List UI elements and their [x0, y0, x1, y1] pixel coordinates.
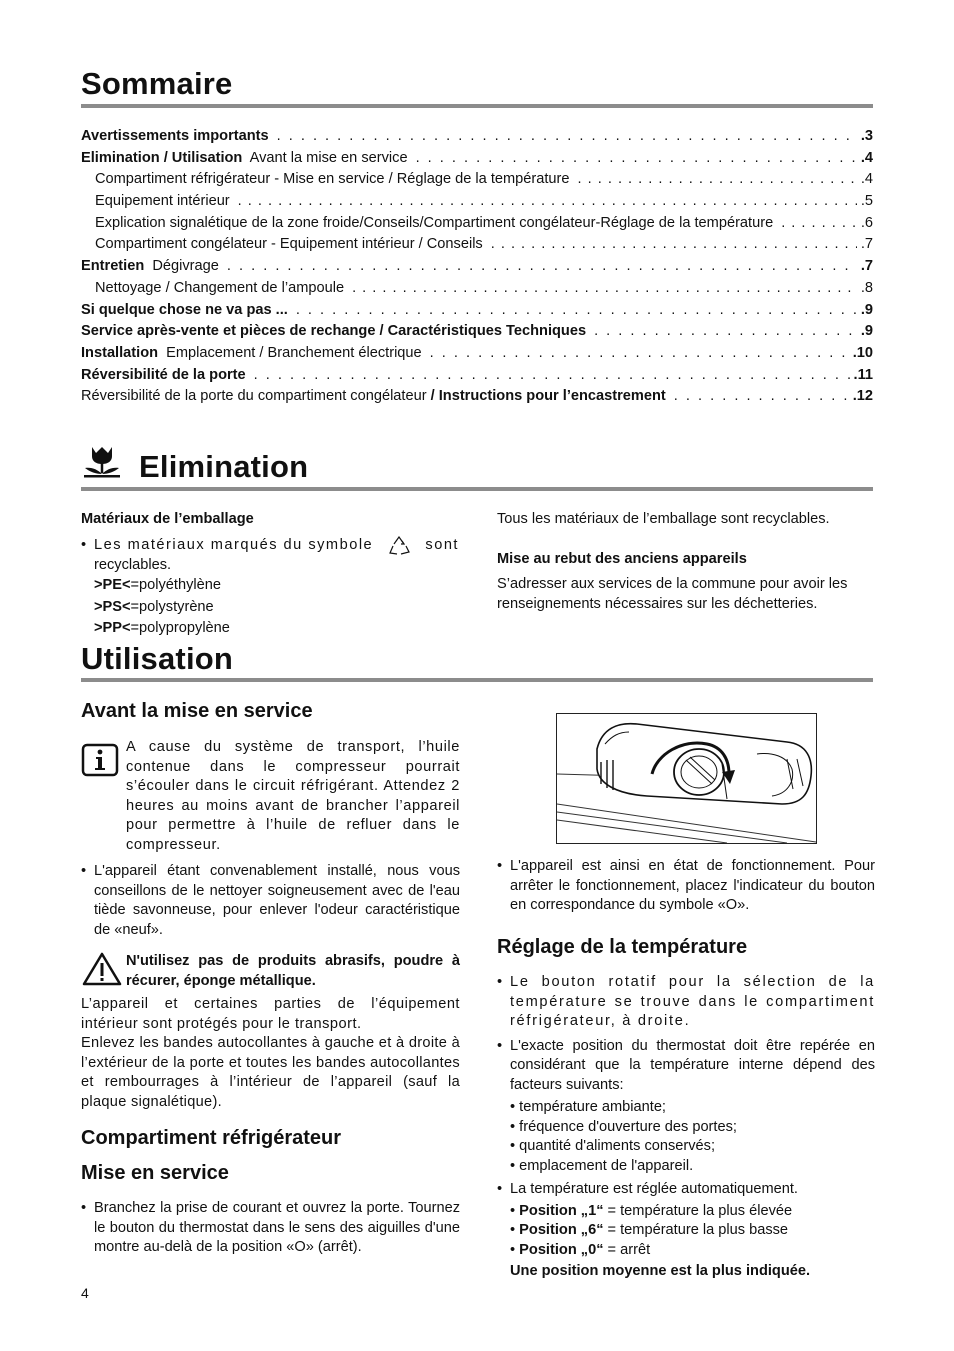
- avant-heading: Avant la mise en service: [81, 700, 313, 722]
- sommaire-rule: [81, 104, 873, 108]
- recyclable-text-a: • Les matériaux marqués du symbole: [94, 536, 374, 553]
- toc-entry-label: Si quelque chose ne va pas ...: [81, 301, 288, 318]
- elimination-rule: [81, 487, 873, 491]
- toc-page-number: .11: [853, 366, 873, 383]
- clean-bullet: • L'appareil étant convenablement installé, nous vous conseillons de le nettoyer soigneusement avec de l'eau tiède savonneuse, pour enlever l'odeur caractéristique de «neuf».: [81, 862, 460, 940]
- elimination-left-column: [81, 510, 459, 640]
- toc-entry-label: Réversibilité de la porte: [81, 366, 246, 383]
- toc-leader-dots: [594, 321, 857, 342]
- toc-leader-dots: [277, 126, 857, 147]
- material-codes: [94, 575, 459, 640]
- toc-leader-dots: [296, 300, 857, 321]
- knob-bullet: [497, 973, 875, 1032]
- toc-row: [81, 321, 873, 343]
- recyclable-bullet: [81, 536, 459, 640]
- toc-page-number: .10: [852, 344, 873, 361]
- info-icon: [81, 743, 121, 777]
- toc-row: [81, 234, 873, 256]
- toc-entry-label: Entretien Dégivrage: [81, 258, 219, 275]
- toc-leader-dots: [430, 343, 849, 364]
- toc-entry-label: Nettoyage / Changement de l’ampoule: [95, 279, 345, 296]
- clean-bullet-wrap: [81, 862, 460, 940]
- exact-bullet: • L'exacte position du thermostat doit être repérée en considérant que la température interne dépend des facteurs suivants:: [497, 1037, 875, 1096]
- toc-entry-label: Service après-vente et pièces de rechange / Caractéristiques Techniques: [81, 323, 587, 340]
- packaging-heading: Matériaux de l’emballage: [81, 511, 254, 527]
- toc-leader-dots: [781, 213, 857, 234]
- toc-leader-dots: [491, 234, 857, 255]
- recycle-icon: [388, 536, 410, 556]
- thermostat-illustration: [556, 713, 817, 844]
- toc-page-number: .6: [860, 214, 873, 231]
- toc-leader-dots: [254, 365, 850, 386]
- sommaire-title: Sommaire: [81, 66, 233, 101]
- elimination-title: Elimination: [139, 449, 309, 484]
- mise-heading: Mise en service: [81, 1162, 229, 1184]
- toc-page-number: .4: [860, 171, 873, 188]
- toc-row: [81, 191, 873, 213]
- transport-para1: L’appareil et certaines parties de l’équipement intérieur sont protégés pour le transport.: [81, 996, 460, 1032]
- toc-row: [81, 169, 873, 191]
- toc-leader-dots: [578, 169, 857, 190]
- auto-bullet: • La température est réglée automatiquement.: [497, 1180, 875, 1200]
- recyclable-intro: Tous les matériaux de l’emballage sont recyclables.: [497, 511, 830, 527]
- toc-row: [81, 126, 873, 148]
- tulip-icon: [82, 443, 122, 479]
- recyclable-text-b: sont: [425, 536, 459, 553]
- toc-page-number: .7: [860, 236, 873, 253]
- toc-page-number: .9: [860, 301, 873, 318]
- info-paragraph: A cause du système de transport, l’huile contenue dans le compresseur pourrait s’écouler dans le circuit réfrigérant. Attendez 2 heures au moins avant de brancher l’appareil pour permettre à l’huile de refluer dans le compresseur.: [126, 739, 460, 853]
- material-code-item: >PS<=polystyrène: [94, 598, 214, 615]
- toc-page-number: .3: [860, 128, 873, 144]
- toc-entry-label: Compartiment réfrigérateur - Mise en service / Réglage de la température: [95, 171, 570, 188]
- factor-item: • température ambiante;: [510, 1099, 666, 1115]
- toc-entry-label: Compartiment congélateur - Equipement intérieur / Conseils: [95, 236, 483, 253]
- toc-row: [81, 343, 873, 365]
- toc-page-number: .9: [860, 323, 873, 340]
- toc-row: [81, 148, 873, 170]
- factor-item: • fréquence d'ouverture des portes;: [510, 1118, 737, 1135]
- warning-text: N'utilisez pas de produits abrasifs, poudre à récurer, éponge métallique.: [126, 953, 460, 989]
- toc-entry-label: Installation Emplacement / Branchement électrique: [81, 344, 422, 361]
- toc-entry-label: Explication signalétique de la zone froide/Conseils/Compartiment congélateur-Réglage de la température: [95, 214, 774, 231]
- toc-leader-dots: [416, 148, 857, 169]
- toc-entry-label: Avertissements importants: [81, 128, 269, 144]
- material-code-item: >PE<=polyéthylène: [94, 577, 221, 593]
- factor-item: • quantité d'aliments conservés;: [510, 1138, 716, 1154]
- elimination-right-column: [497, 510, 873, 614]
- toc-leader-dots: [238, 191, 857, 212]
- toc-page-number: .5: [860, 193, 873, 210]
- toc-leader-dots: [227, 256, 857, 277]
- mise-bullet-wrap: [81, 1199, 460, 1258]
- toc-row: [81, 278, 873, 300]
- toc-row: [81, 256, 873, 278]
- toc-row: [81, 386, 873, 408]
- state-bullet-wrap: [497, 857, 875, 916]
- toc-entry-label: Equipement intérieur: [95, 193, 230, 210]
- mise-bullet: • Branchez la prise de courant et ouvrez la porte. Tournez le bouton du thermostat dans le sens des aiguilles d'une montre au-delà de la position «O» (arrêt).: [81, 1199, 460, 1258]
- toc-row: [81, 365, 873, 387]
- toc-page-number: .7: [860, 258, 873, 275]
- recommend-text: Une position moyenne est la plus indiquée.: [510, 1263, 811, 1279]
- reglage-heading: Réglage de la température: [497, 936, 748, 958]
- recyclable-text-c: recyclables.: [94, 556, 172, 573]
- factors-list: [497, 1098, 875, 1176]
- page-number: 4: [81, 1285, 89, 1301]
- info-text: [126, 738, 460, 855]
- position-item: • Position „6“ = température la plus basse: [510, 1222, 789, 1238]
- toc-entry-label: Elimination / Utilisation Avant la mise en service: [81, 149, 408, 166]
- table-of-contents: [81, 126, 873, 408]
- toc-row: [81, 213, 873, 235]
- toc-page-number: .8: [860, 279, 873, 296]
- transport-paragraphs: [81, 995, 460, 1112]
- toc-leader-dots: [352, 278, 857, 299]
- warning-icon: [82, 952, 122, 986]
- compartiment-heading: Compartiment réfrigérateur: [81, 1127, 342, 1149]
- toc-entry-label: Réversibilité de la porte du compartiment congélateur / Instructions pour l’encastrement: [81, 388, 666, 405]
- material-code-item: >PP<=polypropylène: [94, 620, 230, 636]
- toc-page-number: .12: [852, 388, 873, 405]
- transport-para2: Enlevez les bandes autocollantes à gauche et à droite à l’extérieur de la porte et toutes les bandes autocollantes et rembourrages à l’intérieur de l’appareil (sauf la plaque signalétique).: [81, 1035, 460, 1110]
- knob-text: Le bouton rotatif pour la sélection de la température se trouve dans le compartiment réfrigérateur, à droite.: [510, 974, 875, 1029]
- utilisation-title: Utilisation: [81, 641, 234, 676]
- state-bullet: • L'appareil est ainsi en état de fonctionnement. Pour arrêter le fonctionnement, placez l'indicateur du bouton en correspondance du symbole «O».: [497, 857, 875, 916]
- factor-item: • emplacement de l'appareil.: [510, 1157, 694, 1174]
- toc-leader-dots: [674, 386, 849, 407]
- position-item: • Position „0“ = arrêt: [510, 1241, 651, 1258]
- disposal-heading: Mise au rebut des anciens appareils: [497, 550, 747, 567]
- toc-row: [81, 300, 873, 322]
- utilisation-rule: [81, 678, 873, 682]
- warning-text-wrap: [126, 952, 460, 991]
- positions-list: [497, 1202, 875, 1261]
- disposal-text: S’adresser aux services de la commune pour avoir les renseignements nécessaires sur les déchetteries.: [497, 576, 848, 612]
- position-item: • Position „1“ = température la plus élevée: [510, 1202, 793, 1219]
- reglage-content: [497, 973, 875, 1282]
- toc-page-number: .4: [860, 149, 873, 166]
